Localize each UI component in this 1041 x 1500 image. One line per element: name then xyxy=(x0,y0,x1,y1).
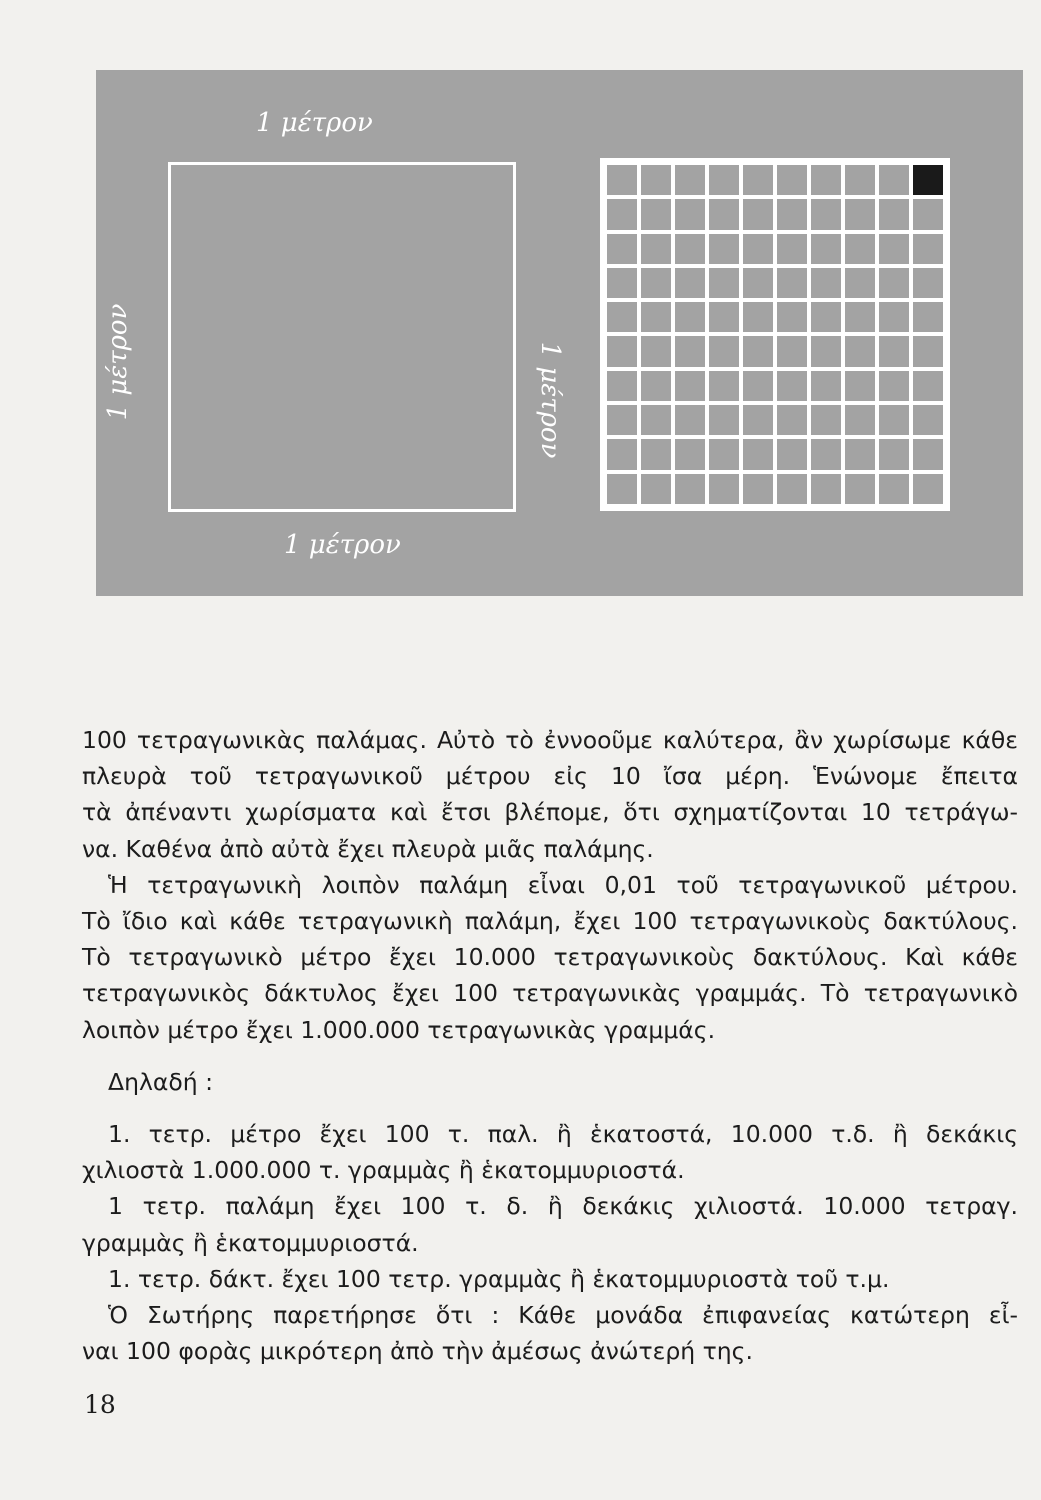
one-meter-square xyxy=(168,162,516,512)
grid-cell xyxy=(641,165,671,195)
grid-cell xyxy=(777,234,807,264)
grid-cell xyxy=(777,199,807,229)
grid-cell xyxy=(607,405,637,435)
grid-cell xyxy=(675,165,705,195)
grid-cell xyxy=(607,439,637,469)
grid-cell xyxy=(811,474,841,504)
grid-cell xyxy=(709,234,739,264)
text-line: 100 τετραγωνικὰς παλάμας. Αὐτὸ τὸ ἐννοοῦμε καλύτερα, ἂν χωρίσωμε κάθε xyxy=(82,726,1018,754)
grid-cell xyxy=(845,199,875,229)
grid-cell xyxy=(913,474,943,504)
grid-cell xyxy=(607,474,637,504)
grid-cell xyxy=(913,199,943,229)
grid-cell xyxy=(845,474,875,504)
grid-cell xyxy=(913,439,943,469)
text-line: λοιπὸν μέτρο ἔχει 1.000.000 τετραγωνικὰς γραμμάς. xyxy=(82,1015,716,1044)
body-text xyxy=(82,722,1018,1369)
grid-cell xyxy=(879,199,909,229)
grid-cell xyxy=(811,371,841,401)
label-bottom: 1 μέτρον xyxy=(284,530,401,560)
grid-cell xyxy=(743,439,773,469)
grid-cell xyxy=(845,371,875,401)
grid-cell xyxy=(845,234,875,264)
grid-cell xyxy=(879,371,909,401)
label-left: 1 μέτρον xyxy=(103,303,133,421)
text-line: τὰ ἀπέναντι χωρίσματα καὶ ἔτσι βλέπομε, ὅτι σχηματίζονται 10 τετράγω- xyxy=(82,798,1018,827)
grid-cell xyxy=(709,165,739,195)
grid-cell xyxy=(777,439,807,469)
grid-cell xyxy=(879,268,909,298)
grid-cell xyxy=(675,234,705,264)
grid-cell xyxy=(845,302,875,332)
text-line: τετραγωνικὸς δάκτυλος ἔχει 100 τετραγωνικὰς γραμμάς. Τὸ τετραγωνικὸ xyxy=(82,979,1018,1008)
highlighted-grid-cell xyxy=(913,165,943,195)
grid-cell xyxy=(675,371,705,401)
grid-cell xyxy=(913,371,943,401)
grid-cell xyxy=(845,439,875,469)
grid-cell xyxy=(607,302,637,332)
grid-cell xyxy=(641,439,671,469)
label-right: 1 μέτρον xyxy=(535,341,565,459)
page-number: 18 xyxy=(84,1390,116,1419)
text-line: Δηλαδή : xyxy=(108,1067,214,1096)
grid-cell xyxy=(675,268,705,298)
grid-cell xyxy=(743,165,773,195)
text-line: γραμμὰς ἢ ἑκατομμυριοστά. xyxy=(82,1228,419,1257)
grid-cell xyxy=(777,371,807,401)
grid-cell xyxy=(641,199,671,229)
grid-cell xyxy=(743,302,773,332)
grid-cell xyxy=(675,199,705,229)
grid-cell xyxy=(709,199,739,229)
grid-cell xyxy=(913,268,943,298)
grid-cell xyxy=(641,405,671,435)
grid-cell xyxy=(607,268,637,298)
grid-cell xyxy=(879,234,909,264)
grid-cell xyxy=(641,302,671,332)
grid-cell xyxy=(607,165,637,195)
grid-cell xyxy=(879,302,909,332)
text-line: 1. τετρ. μέτρο ἔχει 100 τ. παλ. ἢ ἑκατοστά, 10.000 τ.δ. ἢ δεκάκις xyxy=(108,1120,1018,1149)
grid-cell xyxy=(811,268,841,298)
grid-cell xyxy=(675,302,705,332)
grid-cell xyxy=(845,268,875,298)
grid-cell xyxy=(709,268,739,298)
grid-cell xyxy=(777,302,807,332)
grid-cell xyxy=(607,336,637,366)
grid-cell xyxy=(709,439,739,469)
grid-cell xyxy=(777,336,807,366)
grid-cell xyxy=(743,199,773,229)
text-line: ναι 100 φορὰς μικρότερη ἀπὸ τὴν ἀμέσως ἀνώτερή της. xyxy=(82,1337,753,1366)
grid-cell xyxy=(879,405,909,435)
grid-cell xyxy=(811,165,841,195)
grid-cell xyxy=(607,234,637,264)
grid-cell xyxy=(641,234,671,264)
grid-cell xyxy=(743,405,773,435)
text-line: 1. τετρ. δάκτ. ἔχει 100 τετρ. γραμμὰς ἢ ἑκατομμυριοστὰ τοῦ τ.μ. xyxy=(108,1264,890,1293)
grid-cell xyxy=(913,405,943,435)
grid-cell xyxy=(913,302,943,332)
text-line: 1 τετρ. παλάμη ἔχει 100 τ. δ. ἢ δεκάκις χιλιοστά. 10.000 τετραγ. xyxy=(108,1192,1018,1221)
text-line: να. Καθένα ἀπὸ αὐτὰ ἔχει πλευρὰ μιᾶς παλάμης. xyxy=(82,834,654,863)
grid-cell xyxy=(743,336,773,366)
grid-cell xyxy=(811,199,841,229)
grid-cell xyxy=(607,371,637,401)
text-line: Τὸ ἴδιο καὶ κάθε τετραγωνικὴ παλάμη, ἔχει 100 τετραγωνικοὺς δακτύλους. xyxy=(82,907,1018,936)
grid-cell xyxy=(709,405,739,435)
grid-cell xyxy=(709,474,739,504)
grid-cell xyxy=(675,405,705,435)
grid-cell xyxy=(913,234,943,264)
grid-cell xyxy=(641,336,671,366)
grid-cell xyxy=(709,371,739,401)
text-line: Ἡ τετραγωνικὴ λοιπὸν παλάμη εἶναι 0,01 τοῦ τετραγωνικοῦ μέτρου. xyxy=(108,870,1018,899)
grid-cell xyxy=(811,405,841,435)
grid-cell xyxy=(777,405,807,435)
grid-cell xyxy=(811,234,841,264)
grid-cell xyxy=(845,336,875,366)
grid-cell xyxy=(743,268,773,298)
square-meter-figure xyxy=(96,70,1023,596)
text-line: πλευρὰ τοῦ τετραγωνικοῦ μέτρου εἰς 10 ἴσα μέρη. Ἑνώνομε ἔπειτα xyxy=(82,762,1018,791)
grid-cell xyxy=(845,405,875,435)
grid-cell xyxy=(641,371,671,401)
grid-cell xyxy=(811,302,841,332)
grid-cell xyxy=(743,234,773,264)
grid-cell xyxy=(675,336,705,366)
grid-cell xyxy=(879,439,909,469)
grid-cell xyxy=(777,268,807,298)
grid-cell xyxy=(879,336,909,366)
grid-cell xyxy=(811,336,841,366)
grid-cell xyxy=(879,165,909,195)
grid-cell xyxy=(743,371,773,401)
text-line: Τὸ τετραγωνικὸ μέτρο ἔχει 10.000 τετραγωνικοὺς δακτύλους. Καὶ κάθε xyxy=(82,943,1018,972)
decimeter-grid xyxy=(600,158,950,511)
grid-cell xyxy=(641,474,671,504)
grid-cell xyxy=(811,439,841,469)
grid-cell xyxy=(607,199,637,229)
grid-cell xyxy=(879,474,909,504)
text-line: χιλιοστὰ 1.000.000 τ. γραμμὰς ἢ ἑκατομμυριοστά. xyxy=(82,1156,685,1185)
label-top: 1 μέτρον xyxy=(256,108,373,138)
text-line: Ὁ Σωτήρης παρετήρησε ὅτι : Κάθε μονάδα ἐπιφανείας κατώτερη εἶ- xyxy=(108,1301,1018,1330)
grid-cell xyxy=(845,165,875,195)
grid-cell xyxy=(709,336,739,366)
grid-cell xyxy=(709,302,739,332)
grid-cell xyxy=(675,474,705,504)
grid-cell xyxy=(675,439,705,469)
grid-cell xyxy=(913,336,943,366)
grid-cell xyxy=(641,268,671,298)
grid-cell xyxy=(777,165,807,195)
grid-cell xyxy=(743,474,773,504)
grid-cell xyxy=(777,474,807,504)
